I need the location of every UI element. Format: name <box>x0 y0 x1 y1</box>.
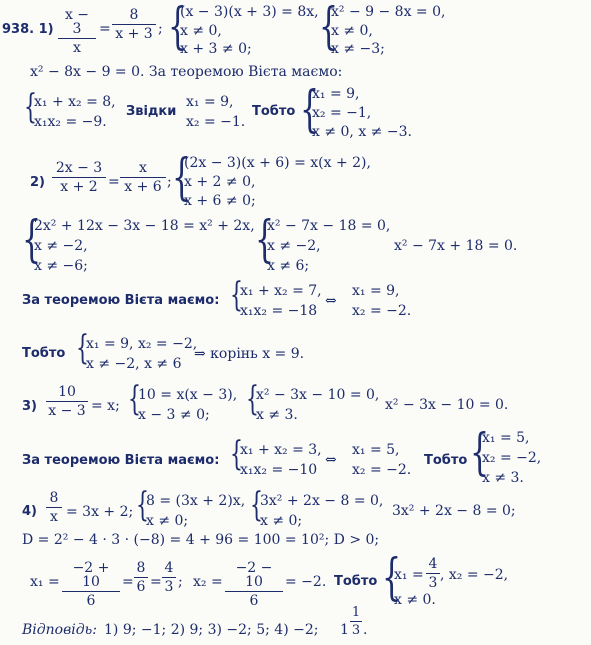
system-brace: { <box>250 485 263 525</box>
system-line: x + 3 ≠ 0; <box>180 41 252 57</box>
system-line: x₁ = <box>394 567 424 583</box>
system-line: x₂ = −2. <box>352 462 412 478</box>
answer-end: . <box>363 622 368 638</box>
label-vieta: За теоремою Вієта маємо: <box>22 293 220 308</box>
system-brace: { <box>255 210 275 268</box>
system-line: x ≠ −2, <box>34 238 88 254</box>
root-label: x₂ = <box>193 574 223 590</box>
system-brace: { <box>230 275 243 315</box>
problem-number: 2) <box>30 175 45 190</box>
answer-mixed-whole: 1 <box>340 622 349 638</box>
label-zvidky: Звідки <box>126 104 177 119</box>
system-line: x₂ = −2, <box>482 450 542 466</box>
system-line: x₁x₂ = −9. <box>34 114 107 130</box>
system-line: x₁ = 5, <box>352 442 400 458</box>
equivalence-arrow: ⇔ <box>325 452 337 468</box>
system-line: x₂ = −1, <box>312 105 372 121</box>
system-line: x₁ = 9, <box>352 283 400 299</box>
fraction: 8 x <box>46 491 62 524</box>
system-line: x₂ = −2. <box>352 303 412 319</box>
system-brace: { <box>22 210 42 268</box>
equals: = <box>150 574 162 590</box>
system-brace: { <box>470 423 490 481</box>
semicolon: ; <box>158 21 163 37</box>
label-tobto: Тобто <box>252 104 296 119</box>
system-line: x₁ = 5, <box>482 430 530 446</box>
problem-number: 938. 1) <box>2 22 54 37</box>
fraction: 4 3 <box>426 557 440 590</box>
problem-number: 3) <box>22 399 37 414</box>
fraction: 1 3 <box>351 605 361 638</box>
system-line: x ≠ −6; <box>34 258 88 274</box>
system-brace: { <box>136 485 149 525</box>
system-line: x² − 3x − 10 = 0, <box>256 387 380 403</box>
label-tobto: Тобто <box>334 574 378 589</box>
fraction: x x + 6 <box>120 161 166 194</box>
answer-label: Відповідь: <box>22 622 97 638</box>
system-brace: { <box>300 80 320 138</box>
system-line: x ≠ 0, <box>331 23 373 39</box>
system-line: 3x² + 2x − 8 = 0, <box>260 493 384 509</box>
semicolon: ; <box>167 174 172 190</box>
system-line: x₁ = 9, x₂ = −2, <box>86 336 198 352</box>
system-line: 10 = x(x − 3), <box>138 387 238 403</box>
fraction: 8 6 <box>134 561 148 594</box>
system-brace: { <box>172 148 192 206</box>
answer-text: 1) 9; −1; 2) 9; 3) −2; 5; 4) −2; <box>104 622 319 638</box>
system-line: 2x² + 12x − 3x − 18 = x² + 2x, <box>34 218 255 234</box>
system-line: x ≠ 0, x ≠ −3. <box>312 124 412 140</box>
system-line: x₁ = 9, <box>186 94 234 110</box>
system-line: x² − 9 − 8x = 0, <box>331 4 446 20</box>
equals: = 3x + 2; <box>66 504 134 520</box>
fraction: x − 3 x <box>58 8 96 55</box>
text-line: x² − 8x − 9 = 0. За теоремою Вієта маємо: <box>30 64 343 80</box>
system-brace: { <box>246 379 259 419</box>
fraction: −2 + 10 6 <box>62 561 120 608</box>
system-line: x² − 7x − 18 = 0, <box>267 218 391 234</box>
equals: = <box>108 174 120 190</box>
problem-number: 4) <box>22 504 37 519</box>
system-brace: { <box>76 328 89 368</box>
system-line: 8 = (3x + 2)x, <box>146 493 246 509</box>
system-line: x₂ = −1. <box>186 114 246 130</box>
system-line: x − 3 ≠ 0; <box>138 407 210 423</box>
label-vieta: За теоремою Вієта маємо: <box>22 453 220 468</box>
label-tobto: Тобто <box>424 453 468 468</box>
semicolon: ; <box>178 574 183 590</box>
system-line: x + 6 ≠ 0; <box>184 193 256 209</box>
system-line: x ≠ −3; <box>331 41 385 57</box>
fraction: −2 − 10 6 <box>225 561 283 608</box>
equation: x² − 3x − 10 = 0. <box>385 397 509 413</box>
system-line: x ≠ 0, <box>180 23 222 39</box>
system-line: x ≠ 0; <box>260 513 303 529</box>
system-line: x ≠ 0. <box>394 592 436 608</box>
system-line: x₁ + x₂ = 8, <box>34 94 116 110</box>
root-conclusion: ⇒ корінь x = 9. <box>194 346 305 362</box>
equation: 3x² + 2x − 8 = 0; <box>392 503 516 519</box>
root-value: = −2. <box>285 574 327 590</box>
system-line: x ≠ 6; <box>267 258 310 274</box>
equivalence-arrow: ⇔ <box>325 293 337 309</box>
system-brace: { <box>168 0 188 55</box>
fraction: 2x − 3 x + 2 <box>52 161 106 194</box>
system-brace: { <box>24 87 37 127</box>
equals: = x; <box>91 398 120 414</box>
fraction: 10 x − 3 <box>46 385 88 418</box>
system-line: x₁x₂ = −10 <box>240 462 318 478</box>
system-line: x₁ + x₂ = 7, <box>240 283 322 299</box>
fraction: 4 3 <box>162 561 176 594</box>
system-line: x ≠ 3. <box>482 470 524 486</box>
system-line: x + 2 ≠ 0, <box>184 174 256 190</box>
system-line: x₁x₂ = −18 <box>240 303 318 319</box>
system-brace: { <box>382 548 402 606</box>
equation: x² − 7x + 18 = 0. <box>394 238 518 254</box>
equals: = <box>99 21 111 37</box>
system-line: , x₂ = −2, <box>440 567 509 583</box>
system-line: (2x − 3)(x + 6) = x(x + 2), <box>184 155 371 171</box>
root-label: x₁ = <box>30 574 60 590</box>
system-line: x₁ + x₂ = 3, <box>240 442 322 458</box>
system-line: x₁ = 9, <box>312 86 360 102</box>
system-brace: { <box>128 379 141 419</box>
system-line: (x − 3)(x + 3) = 8x, <box>180 4 319 20</box>
fraction: 8 x + 3 <box>112 8 156 41</box>
label-tobto: Тобто <box>22 346 66 361</box>
system-brace: { <box>319 0 339 55</box>
system-line: x ≠ −2, <box>267 238 321 254</box>
system-line: x ≠ 0; <box>146 513 189 529</box>
discriminant-line: D = 2² − 4 · 3 · (−8) = 4 + 96 = 100 = 10²; D > 0; <box>22 532 380 548</box>
system-line: x ≠ 3. <box>256 407 298 423</box>
system-line: x ≠ −2, x ≠ 6 <box>86 356 182 372</box>
equals: = <box>122 574 134 590</box>
system-brace: { <box>230 434 243 474</box>
